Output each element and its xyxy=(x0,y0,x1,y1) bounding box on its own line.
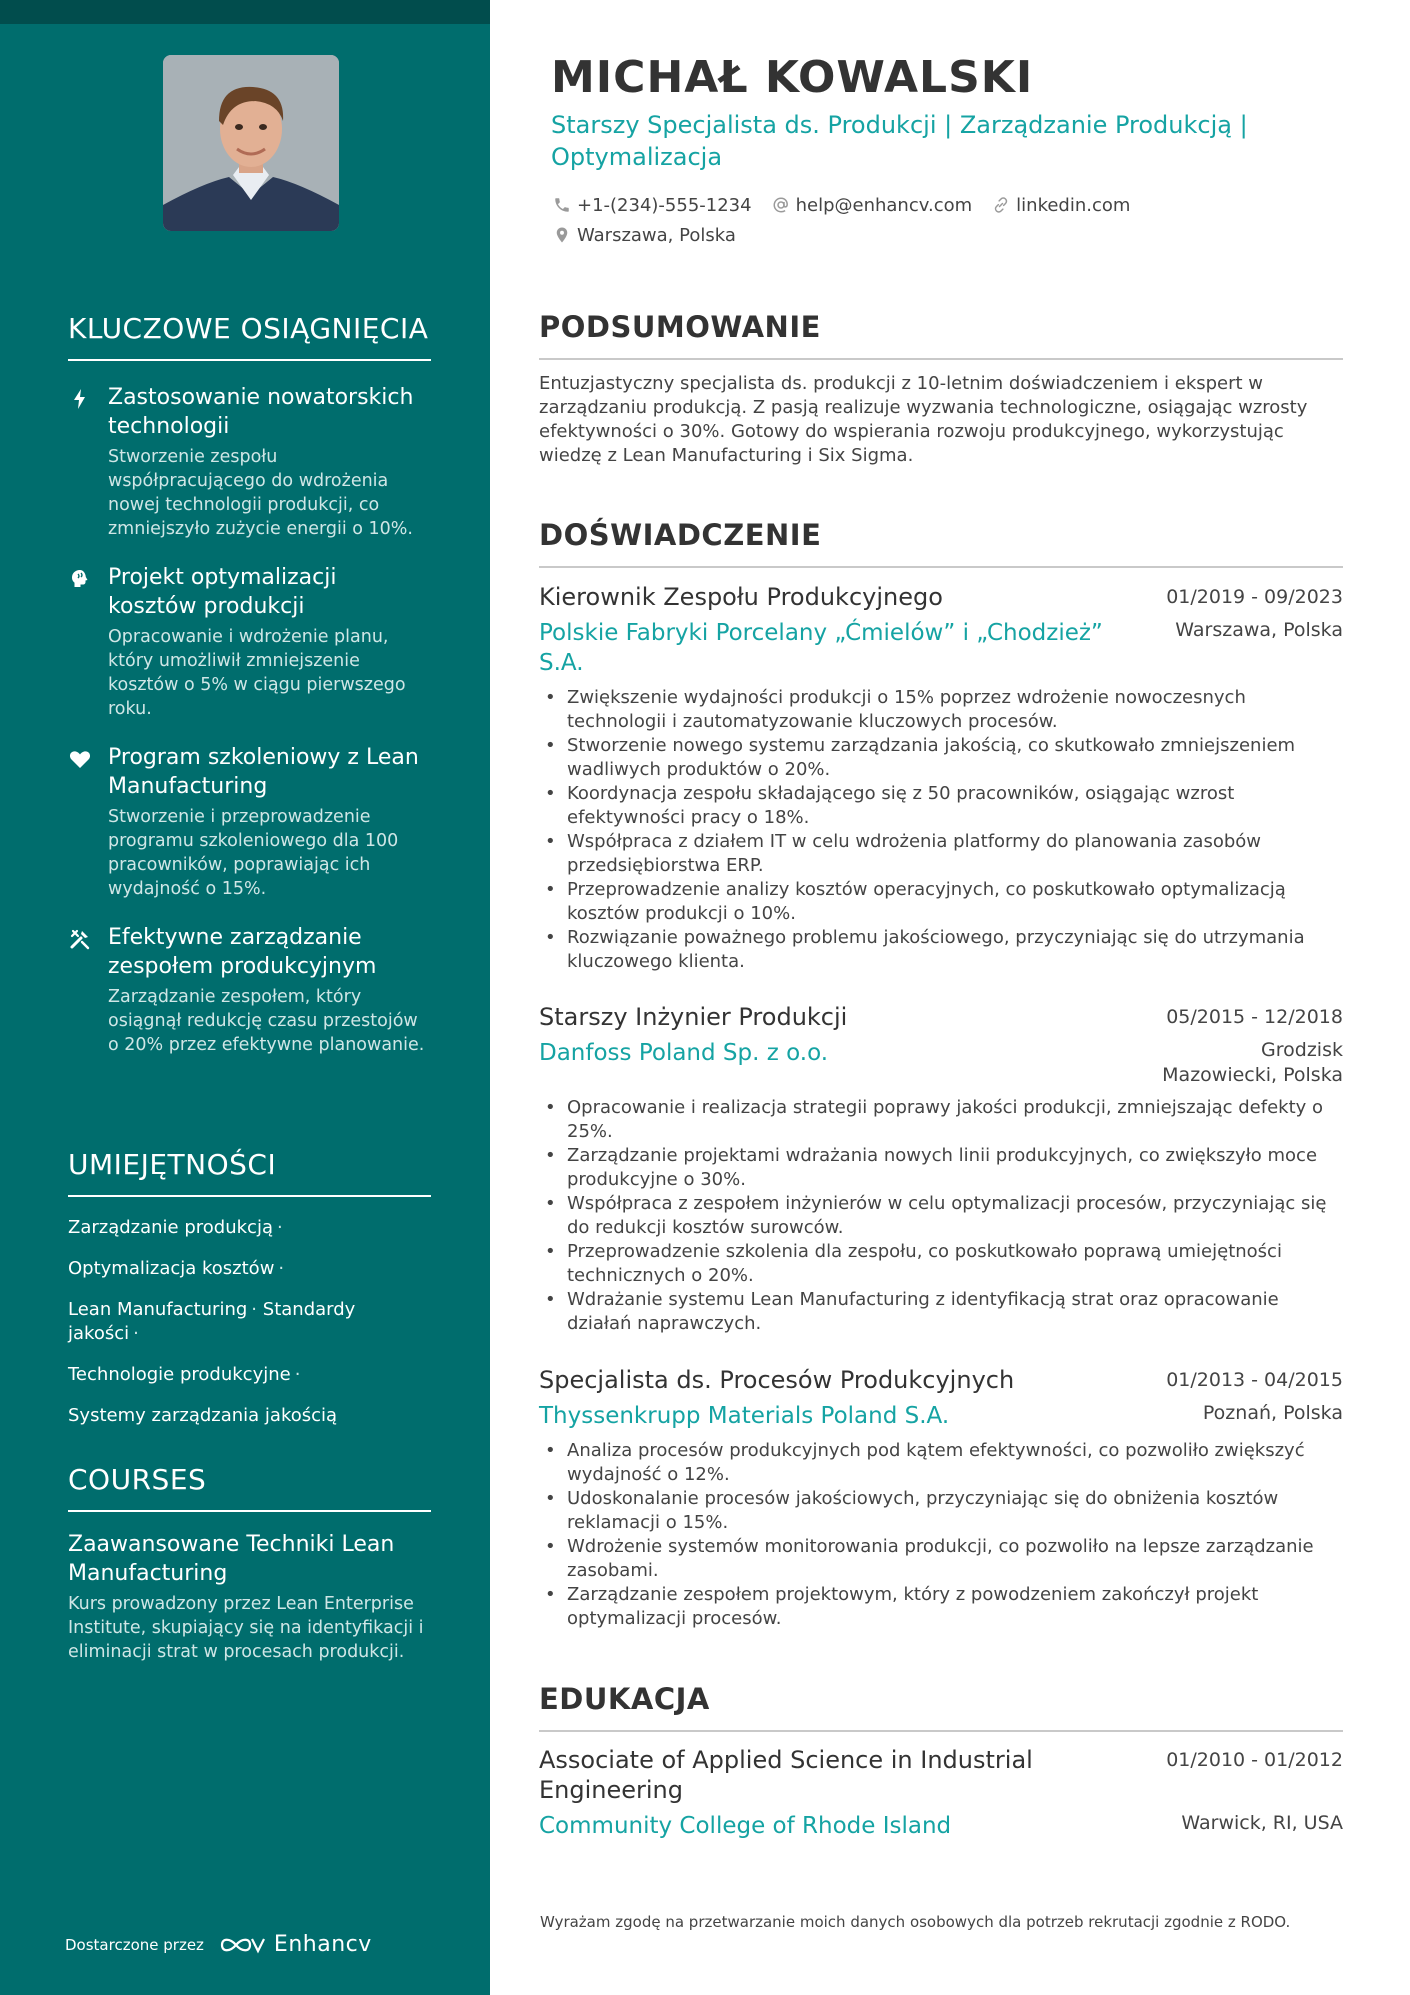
profile-photo xyxy=(163,55,339,231)
candidate-name: MICHAŁ KOWALSKI xyxy=(551,52,1034,103)
phone-text: +1-(234)-555-1234 xyxy=(577,194,752,216)
job-bullet: • Analiza procesów produkcyjnych pod kątem efektywności, co pozwoliło zwiększyć wydajność o 12%. xyxy=(539,1439,1343,1487)
phone-icon xyxy=(553,196,571,214)
achievement-title: Zastosowanie nowatorskich technologii xyxy=(108,385,414,439)
skill-row xyxy=(68,1404,431,1428)
contact-info xyxy=(553,194,1333,254)
job-bullet: • Rozwiązanie poważnego problemu jakościowego, przyczyniając się do utrzymania kluczowego klienta. xyxy=(539,926,1343,974)
summary-heading: PODSUMOWANIE xyxy=(539,310,1343,360)
contact-email[interactable] xyxy=(772,195,973,216)
job-bullet: • Stworzenie nowego systemu zarządzania jakością, co skutkowało zmniejszeniem wadliwych produktów o 20%. xyxy=(539,734,1343,782)
location-text: Warszawa, Polska xyxy=(577,224,736,246)
brain-icon xyxy=(68,567,92,591)
courses-section xyxy=(68,1463,431,1664)
consent-clause: Wyrażam zgodę na przetwarzanie moich danych osobowych dla potrzeb rekrutacji zgodnie z RODO. xyxy=(540,1913,1291,1931)
skill-row: Optymalizacja kosztów · xyxy=(68,1258,285,1279)
job-entry xyxy=(539,1002,1343,1336)
course-desc: Kurs prowadzony przez Lean Enterprise Institute, skupiający się na identyfikacji i eliminacji strat w procesach produkcji. xyxy=(68,1594,424,1662)
job-bullets xyxy=(539,1439,1343,1631)
education-dates: 01/2010 - 01/2012 xyxy=(1166,1749,1343,1771)
location-pin-icon xyxy=(553,226,571,244)
skill-item: Zarządzanie produkcją xyxy=(68,1217,273,1238)
achievements-heading: KLUCZOWE OSIĄGNIĘCIA xyxy=(68,312,431,361)
job-bullet: • Przeprowadzenie analizy kosztów operacyjnych, co poskutkowało optymalizacją kosztów produkcji o 10%. xyxy=(539,878,1343,926)
school-name: Community College of Rhode Island xyxy=(539,1813,952,1839)
heart-icon xyxy=(68,747,92,771)
sidebar-top-bar xyxy=(0,0,490,24)
job-dates: 05/2015 - 12/2018 xyxy=(1166,1006,1343,1028)
company-name: Thyssenkrupp Materials Poland S.A. xyxy=(539,1403,950,1429)
education-entry xyxy=(539,1745,1343,1841)
job-location: Grodzisk Mazowiecki, Polska xyxy=(1162,1039,1343,1086)
course-title: Zaawansowane Techniki Lean Manufacturing xyxy=(68,1532,395,1586)
powered-by-label: Dostarczone przez xyxy=(65,1935,204,1954)
job-bullet: • Zwiększenie wydajności produkcji o 15% poprzez wdrożenie nowoczesnych technologii i zautomatyzowanie kluczowych procesów. xyxy=(539,686,1343,734)
headline: Starszy Specjalista ds. Produkcji | Zarządzanie Produkcją | Optymalizacja xyxy=(551,111,1248,171)
lightning-icon xyxy=(68,387,92,411)
job-bullet: • Współpraca z zespołem inżynierów w celu optymalizacji procesów, przyczyniając się do redukcji kosztów surowców. xyxy=(539,1192,1343,1240)
link-icon xyxy=(992,196,1010,214)
education-location: Warwick, RI, USA xyxy=(1181,1812,1343,1834)
job-bullet: • Koordynacja zespołu składającego się z 50 pracowników, osiągając wzrost efektywności pracy o 18%. xyxy=(539,782,1343,830)
job-bullet: • Współpraca z działem IT w celu wdrożenia platformy do planowania zasobów przedsiębiorstwa ERP. xyxy=(539,830,1343,878)
job-title: Specjalista ds. Procesów Produkcyjnych xyxy=(539,1366,1015,1394)
courses-heading: COURSES xyxy=(68,1463,431,1512)
skill-row: Zarządzanie produkcją · xyxy=(68,1217,283,1238)
achievement-title: Efektywne zarządzanie zespołem produkcyjnym xyxy=(108,925,377,979)
at-icon xyxy=(772,196,790,214)
job-entry xyxy=(539,582,1343,974)
job-entry xyxy=(539,1365,1343,1631)
company-name: Danfoss Poland Sp. z o.o. xyxy=(539,1040,829,1066)
achievement-item xyxy=(68,383,431,541)
tools-icon xyxy=(68,927,92,951)
skills-section xyxy=(68,1148,431,1428)
skill-row: Lean Manufacturing · Standardy jakości · xyxy=(68,1299,356,1344)
achievement-item xyxy=(68,923,431,1057)
experience-heading: DOŚWIADCZENIE xyxy=(539,518,1343,568)
enhancv-logo-icon xyxy=(218,1933,266,1957)
summary-text: Entuzjastyczny specjalista ds. produkcji z 10-letnim doświadczeniem i ekspert w zarządzaniu produkcją. Z pasją realizuje wyzwania technologiczne, osiągając wzrosty efektywności o 30%. Gotowy do wspierania rozwoju produkcyjnego, wykorzystując wiedzę z Lean Manufacturing i Six Sigma. xyxy=(539,373,1308,466)
profile-photo-graphic xyxy=(163,55,339,231)
job-bullet: • Zarządzanie projektami wdrażania nowych linii produkcyjnych, co zwiększyło moce produkcyjne o 30%. xyxy=(539,1144,1343,1192)
powered-by xyxy=(65,1932,372,1957)
job-bullet: • Udoskonalanie procesów jakościowych, przyczyniając się do obniżenia kosztów reklamacji o 15%. xyxy=(539,1487,1343,1535)
achievement-desc: Stworzenie zespołu współpracującego do wdrożenia nowej technologii produkcji, co zmniejszyło zużycie energii o 10%. xyxy=(108,447,413,539)
job-dates: 01/2019 - 09/2023 xyxy=(1166,586,1343,608)
enhancv-logo-text: Enhancv xyxy=(273,1932,372,1957)
achievement-item xyxy=(68,743,431,901)
contact-linkedin[interactable] xyxy=(992,195,1130,216)
job-dates: 01/2013 - 04/2015 xyxy=(1166,1369,1343,1391)
achievement-desc: Stworzenie i przeprowadzenie programu szkoleniowego dla 100 pracowników, poprawiając ich wydajność o 15%. xyxy=(108,807,399,899)
linkedin-text: linkedin.com xyxy=(1016,194,1131,216)
job-bullet: • Wdrażanie systemu Lean Manufacturing z identyfikacją strat oraz opracowanie działań naprawczych. xyxy=(539,1288,1343,1336)
sidebar xyxy=(0,0,490,1995)
job-bullet: • Przeprowadzenie szkolenia dla zespołu, co poskutkowało poprawą umiejętności technicznych o 20%. xyxy=(539,1240,1343,1288)
skills-heading: UMIEJĘTNOŚCI xyxy=(68,1148,431,1197)
job-location: Warszawa, Polska xyxy=(1175,619,1343,641)
skill-item: Optymalizacja kosztów xyxy=(68,1258,275,1279)
skill-item: Technologie produkcyjne xyxy=(68,1364,291,1385)
achievement-desc: Opracowanie i wdrożenie planu, który umożliwił zmniejszenie kosztów o 5% w ciągu pierwszego roku. xyxy=(108,627,406,719)
job-bullet: • Wdrożenie systemów monitorowania produkcji, co pozwoliło na lepsze zarządzanie zasobami. xyxy=(539,1535,1343,1583)
job-location: Poznań, Polska xyxy=(1202,1402,1343,1424)
skill-item: Systemy zarządzania jakością xyxy=(68,1405,338,1426)
skill-row: Technologie produkcyjne · xyxy=(68,1364,301,1385)
contact-location xyxy=(553,225,736,246)
job-title: Kierownik Zespołu Produkcyjnego xyxy=(539,583,943,611)
achievement-item xyxy=(68,563,431,721)
education-heading: EDUKACJA xyxy=(539,1682,1343,1732)
job-bullet: • Opracowanie i realizacja strategii poprawy jakości produkcji, zmniejszając defekty o 25%. xyxy=(539,1096,1343,1144)
job-title: Starszy Inżynier Produkcji xyxy=(539,1003,848,1031)
achievement-title: Projekt optymalizacji kosztów produkcji xyxy=(108,565,337,619)
skill-item: Standardy jakości xyxy=(68,1299,356,1344)
job-bullet: • Zarządzanie zespołem projektowym, który z powodzeniem zakończył projekt optymalizacji procesów. xyxy=(539,1583,1343,1631)
job-bullets xyxy=(539,686,1343,974)
skill-item: Lean Manufacturing xyxy=(68,1299,248,1320)
achievement-desc: Zarządzanie zespołem, który osiągnął redukcję czasu przestojów o 20% przez efektywne planowanie. xyxy=(108,987,425,1055)
contact-phone[interactable] xyxy=(553,195,752,216)
company-name: Polskie Fabryki Porcelany „Ćmielów” i „Chodzież” S.A. xyxy=(539,620,1103,676)
achievements-section xyxy=(68,312,431,1057)
email-text: help@enhancv.com xyxy=(795,194,973,216)
degree-title: Associate of Applied Science in Industrial Engineering xyxy=(539,1746,1033,1804)
achievement-title: Program szkoleniowy z Lean Manufacturing xyxy=(108,745,419,799)
job-bullets xyxy=(539,1096,1343,1336)
